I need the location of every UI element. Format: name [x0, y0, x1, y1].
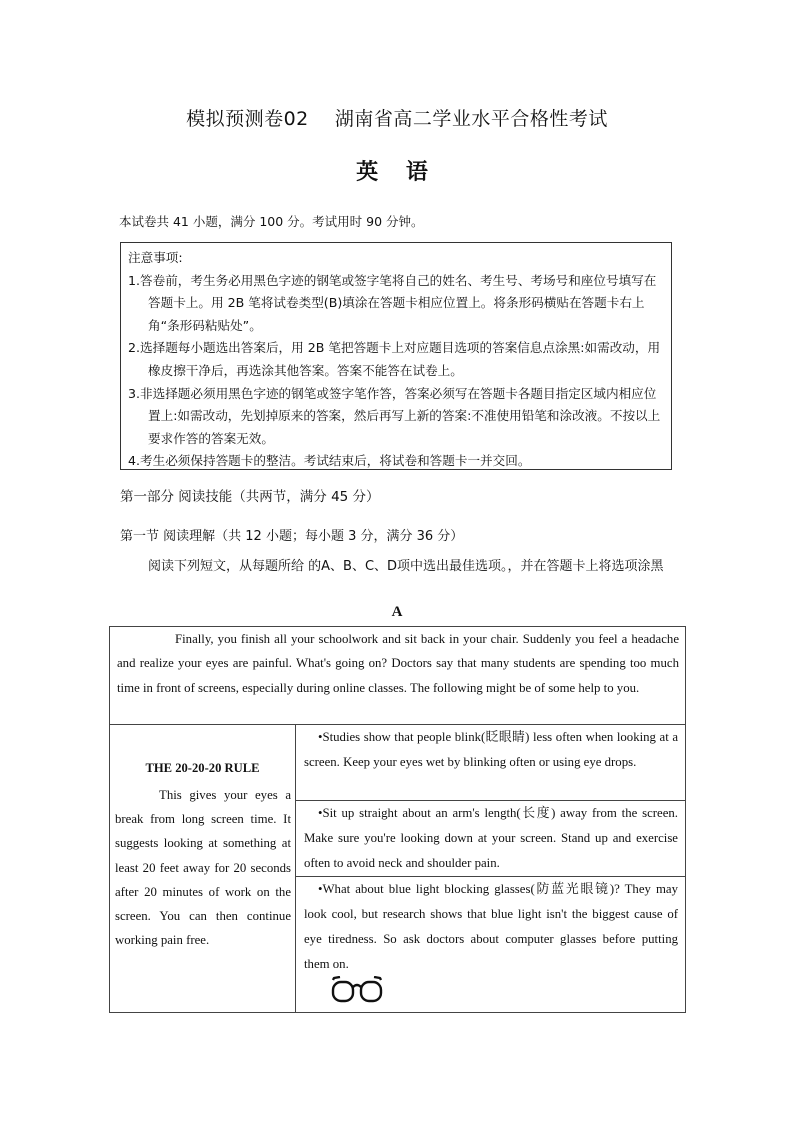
page-title: 模拟预测卷02 湖南省高二学业水平合格性考试	[186, 108, 608, 130]
tip-cell-posture	[296, 801, 685, 877]
instruction-text: 阅读下列短文，从每题所给 的A、B、C、D项中选出最佳选项。，并在答题卡上将选项涂黑	[148, 559, 664, 574]
section-heading: 第一节 阅读理解（共 12 小题；每小题 3 分，满分 36 分）	[120, 529, 464, 544]
subject-title: 英 语	[356, 160, 438, 185]
exam-info: 本试卷共 41 小题，满分 100 分。考试用时 90 分钟。	[119, 214, 424, 229]
tip-text: •What about blue light blocking glasses(防蓝光眼镜)? They may look cool, but research shows that blue light isn't the biggest cause of eye tiredness. So ask doctors about computer glasses before putting them on.	[304, 882, 678, 971]
passage-intro-cell	[110, 627, 685, 725]
rule-text: This gives your eyes a break from long screen time. It suggests looking at something at least 20 feet away for 20 seconds after 20 minutes of work on the screen. You can then continue working pain free.	[115, 788, 291, 948]
notice-item: 3.非选择题必须用黑色字迹的钢笔或签字笔作答，答案必须写在答题卡各题目指定区域内相应位置上:如需改动，先划掉原来的答案，然后再写上新的答案:不准使用铅笔和涂改液。不按以上要求作答的答案无效。	[128, 385, 661, 446]
part-heading: 第一部分 阅读技能（共两节，满分 45 分）	[120, 489, 380, 505]
rule-title: THE 20-20-20 RULE	[145, 761, 260, 775]
passage-label: A	[391, 604, 403, 620]
rule-text-block	[115, 783, 291, 952]
passage-table	[109, 626, 686, 1013]
tip-text: •Studies show that people blink(眨眼睛) less often when looking at a screen. Keep your eyes wet by blinking often or using eye drops.	[304, 730, 678, 769]
notice-heading: 注意事项:	[128, 250, 183, 265]
passage-intro: Finally, you finish all your schoolwork and sit back in your chair. Suddenly you feel a headache and realize your eyes are painful. What's going on? Doctors say that many students are spending too much time in front of screens, especially during online classes. The following might be of some help to you.	[117, 632, 679, 695]
notice-item: 4.考生必须保持答题卡的整洁。考试结束后，将试卷和答题卡一并交回。	[128, 453, 531, 469]
rule-cell	[110, 725, 296, 1012]
notice-box	[120, 242, 672, 470]
notice-item: 1.答卷前，考生务必用黑色字迹的钢笔或签字笔将自己的姓名、考生号、考场号和座位号填写在答题卡上。用 2B 笔将试卷类型(B)填涂在答题卡相应位置上。将条形码横贴在答题卡右上角“条形码粘贴处”。	[128, 272, 657, 333]
tip-text: •Sit up straight about an arm's length(长度) away from the screen. Make sure you're looking down at your screen. Stand up and exercise often to avoid neck and shoulder pain.	[304, 806, 678, 870]
glasses-icon	[330, 976, 384, 1006]
tip-cell-blink	[296, 725, 685, 801]
notice-item: 2.选择题每小题选出答案后，用 2B 笔把答题卡上对应题目选项的答案信息点涂黑:如需改动，用橡皮擦干净后，再选涂其他答案。答案不能答在试卷上。	[128, 340, 661, 378]
